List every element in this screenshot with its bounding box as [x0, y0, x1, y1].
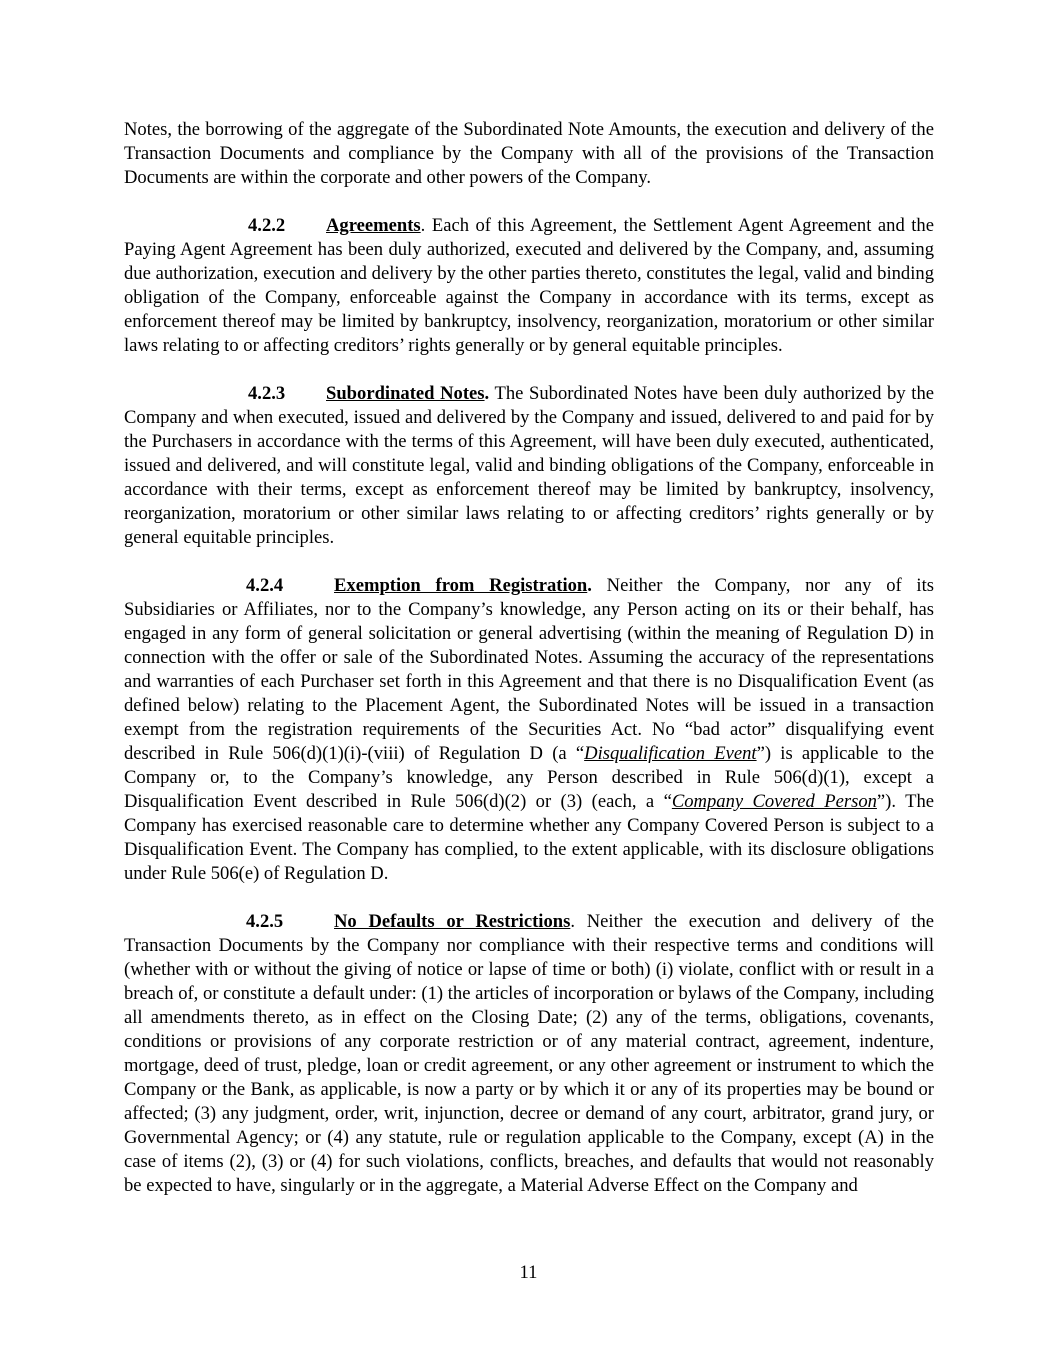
section-heading: Subordinated Notes [326, 383, 485, 404]
heading-period: . [587, 575, 592, 596]
section-4-2-5 [124, 910, 934, 1198]
section-body: ”) is applicable to the Company or, to the Company’s knowledge, any Person described in Rule 506(d)(1), except a Disqualification Event described in Rule 506(d)(2) or (3) (each, a “ [124, 743, 934, 812]
defined-term: Disqualification Event [584, 743, 757, 764]
paragraph-continuation: Notes, the borrowing of the aggregate of the Subordinated Note Amounts, the execution and delivery of the Transaction Documents and compliance by the Company with all of the provisions of the Transaction Documents are within the corporate and other powers of the Company. [124, 119, 934, 188]
section-4-2-4 [124, 574, 934, 886]
section-body: . Neither the execution and delivery of the Transaction Documents by the Company nor compliance with their respective terms and conditions will (whether with or without the giving of notice or lapse of time or both) (i) violate, conflict with or result in a breach of, or constitute a default under: (1) the articles of incorporation or bylaws of the Company, including all amendments thereto, as in effect on the Closing Date; (2) any of the terms, obligations, covenants, conditions or provisions of any corporate restriction or of any material contract, agreement, indenture, mortgage, deed of trust, pledge, loan or credit agreement, or any other agreement or instrument to which the Company or the Bank, as applicable, is now a party or by which it or any of its properties may be bound or affected; (3) any judgment, order, writ, injunction, decree or demand of any court, arbitrator, grand jury, or Governmental Agency; or (4) any statute, rule or regulation applicable to the Company, except (A) in the case of items (2), (3) or (4) for such violations, conflicts, breaches, and defaults that would not reasonably be expected to have, singularly or in the aggregate, a Material Adverse Effect on the Company and [124, 911, 934, 1196]
section-body: Neither the Company, nor any of its Subsidiaries or Affiliates, nor to the Company’s knowledge, any Person acting on its or their behalf, has engaged in any form of general solicitation or general advertising (within the meaning of Regulation D) in connection with the offer or sale of the Subordinated Notes. Assuming the accuracy of the representations and warranties of each Purchaser set forth in this Agreement and that there is no Disqualification Event (as defined below) relating to the Placement Agent, the Subordinated Notes will be issued in a transaction exempt from the registration requirements of the Securities Act. No “bad actor” disqualifying event described in Rule 506(d)(1)(i)-(viii) of Regulation D (a “ [124, 575, 934, 764]
defined-term: Company Covered Person [671, 791, 877, 812]
section-body: ”). The Company has exercised reasonable care to determine whether any Company Covered Person is subject to a Disqualification Event. The Company has complied, to the extent applicable, with its disclosure obligations under Rule 506(e) of Regulation D. [124, 791, 934, 884]
section-body: . Each of this Agreement, the Settlement Agent Agreement and the Paying Agent Agreement has been duly authorized, executed and delivered by the Company, and, assuming due authorization, execution and delivery by the other parties thereto, constitutes the legal, valid and binding obligation of the Company, enforceable against the Company in accordance with its terms, except as enforcement thereof may be limited by bankruptcy, insolvency, reorganization, moratorium or other similar laws relating to or affecting creditors’ rights generally or by general equitable principles. [124, 215, 934, 356]
section-number: 4.2.4 [246, 575, 284, 596]
section-heading: Agreements [326, 215, 421, 236]
section-4-2-2 [124, 214, 934, 358]
section-heading: No Defaults or Restrictions [334, 911, 571, 932]
page-number: 11 [519, 1262, 538, 1283]
section-number: 4.2.3 [248, 383, 286, 404]
section-body: The Subordinated Notes have been duly authorized by the Company and when executed, issued and delivered by the Company and issued, delivered to and paid for by the Purchasers in accordance with the terms of this Agreement, will have been duly executed, authenticated, issued and delivered, and will constitute legal, valid and binding obligations of the Company, enforceable in accordance with their terms, except as enforcement thereof may be limited by bankruptcy, insolvency, reorganization, moratorium or other similar laws relating to or affecting creditors’ rights generally or by general equitable principles. [124, 383, 934, 548]
section-heading: Exemption from Registration [334, 575, 588, 596]
section-number: 4.2.5 [246, 911, 284, 932]
document-page [124, 118, 934, 1198]
section-number: 4.2.2 [248, 215, 286, 236]
heading-period: . [484, 383, 490, 404]
section-4-2-3 [124, 382, 934, 550]
